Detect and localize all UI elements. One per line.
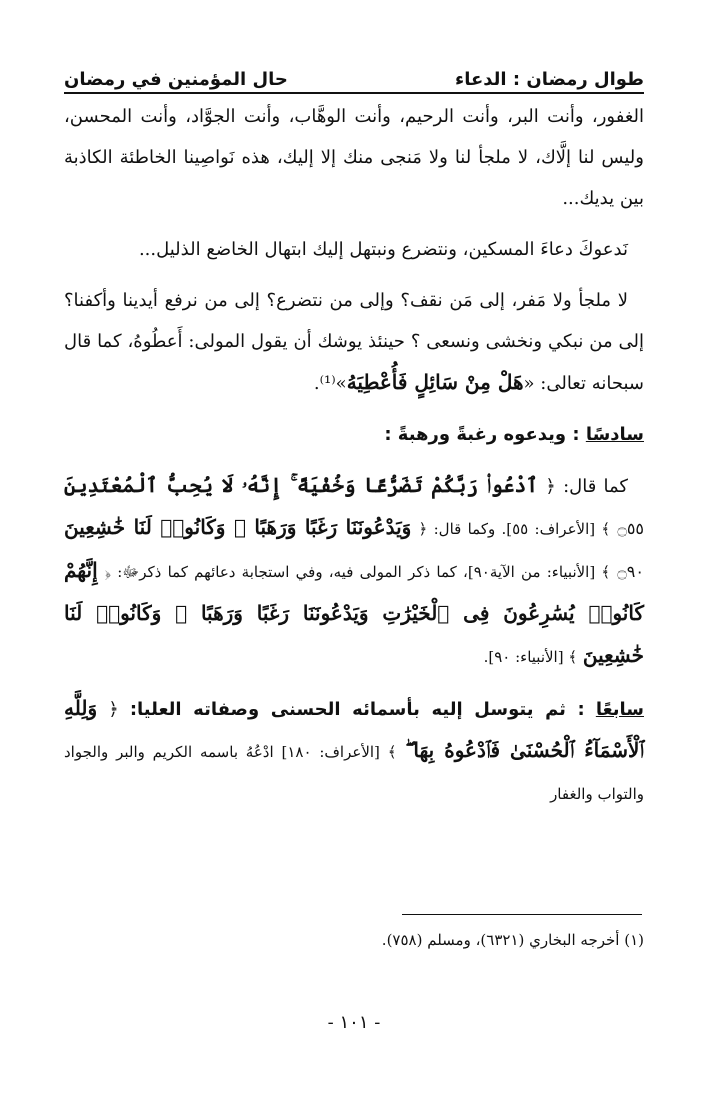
paragraph-1: الغفور، وأنت البر، وأنت الرحيم، وأنت الوهَّاب، وأنت الجوَّاد، وأنت المحسن، وليس لنا إلَّاك، لا ملجأ لنا ولا مَنجى منك إلا إليك، هذه نَواصِينا الخاطئة الكاذبة بين يديك...	[64, 106, 644, 209]
paragraph-3-text: لا ملجأ ولا مَفر، إلى مَن نقف؟ وإلى من نتضرع؟ إلى من نرفع أيدينا وأكفنا؟ إلى من نبكي ونخشى ونسعى ؟ حينئذ يوشك أن يقول المولى: أَعطُوهُ، كما قال سبحانه تعالى: «	[64, 290, 644, 394]
ayah-number-marker-1: ۝٥٥	[617, 519, 644, 538]
section-heading-6	[64, 414, 644, 455]
section-7-title: : ثم يتوسل إليه بأسمائه الحسنى وصفاته العليا:	[129, 699, 585, 720]
header-chapter-title: طوال رمضان : الدعاء	[455, 69, 644, 90]
quran-verse-1: ٱدْعُوا۟ رَبَّكُمْ تَضَرُّعًا وَخُفْيَةً ۚ إِنَّهُۥ لَا يُحِبُّ ٱلْمُعْتَدِينَ	[64, 473, 538, 497]
section-6-number: سادسًا	[585, 424, 644, 445]
running-header	[64, 58, 644, 90]
header-divider	[64, 92, 644, 94]
section-6-title: : ويدعوه رغبةً ورهبةً :	[384, 424, 580, 445]
paragraph-4-intro: كما قال: ﴿	[545, 476, 629, 497]
main-text	[64, 96, 644, 815]
verse-reference-1: ﴾ [الأعراف: ٥٥]. وكما قال: ﴿	[418, 520, 611, 538]
ayah-number-marker-2: ۝٩٠	[617, 562, 644, 581]
paragraph-4	[64, 465, 644, 678]
page-number: - ١٠١ -	[327, 1012, 381, 1033]
footnote-1: (١) أخرجه البخاري (٦٣٢١)، ومسلم (٧٥٨).	[381, 931, 644, 949]
footnote-divider	[402, 914, 642, 915]
paragraph-3	[64, 280, 644, 404]
section-7-number: سابعًا	[595, 699, 644, 720]
paragraph-3-end: »⁽¹⁾.	[313, 373, 347, 394]
quran-verse-4: وَلِلَّهِ ٱلْأَسْمَآءُ ٱلْحُسْنَىٰ فَٱدْعُوهُ بِهَا ۖ	[64, 696, 644, 762]
hadith-quote: هَلْ مِنْ سَائِلٍ فَأُعْطِيَهُ	[346, 370, 524, 394]
quran-verse-3: إِنَّهُمْ كَانُوا۟ يُسَٰرِعُونَ فِى ٱلْخَيْرَٰتِ وَيَدْعُونَنَا رَغَبًا وَرَهَبًا ۖ وَكَانُوا۟ لَنَا خَٰشِعِينَ	[64, 558, 644, 667]
verse-reference-2: ﴾ [الأنبياء: من الآية٩٠]، كما ذكر المولى فيه، وفي استجابة دعائهم كما ذكرﷻ: ﴿	[104, 563, 611, 581]
verse-open-bracket: ﴿	[108, 699, 130, 720]
verse-reference-4: ﴾ [الأعراف: ١٨٠] ادْعُهُ باسمه الكريم والبر والجواد والتواب والغفار	[64, 743, 644, 803]
paragraph-2: نَدعوكَ دعاءَ المسكين، ونتضرع ونبتهل إليك ابتهال الخاضع الذليل...	[138, 239, 628, 260]
verse-reference-3: ﴾ [الأنبياء: ٩٠].	[483, 648, 578, 666]
paragraph-5	[64, 688, 644, 815]
header-book-title: حال المؤمنين في رمضان	[64, 69, 288, 90]
quran-verse-2: وَيَدْعُونَنَا رَغَبًا وَرَهَبًا ۖ وَكَانُوا۟ لَنَا خَٰشِعِينَ	[64, 515, 412, 539]
